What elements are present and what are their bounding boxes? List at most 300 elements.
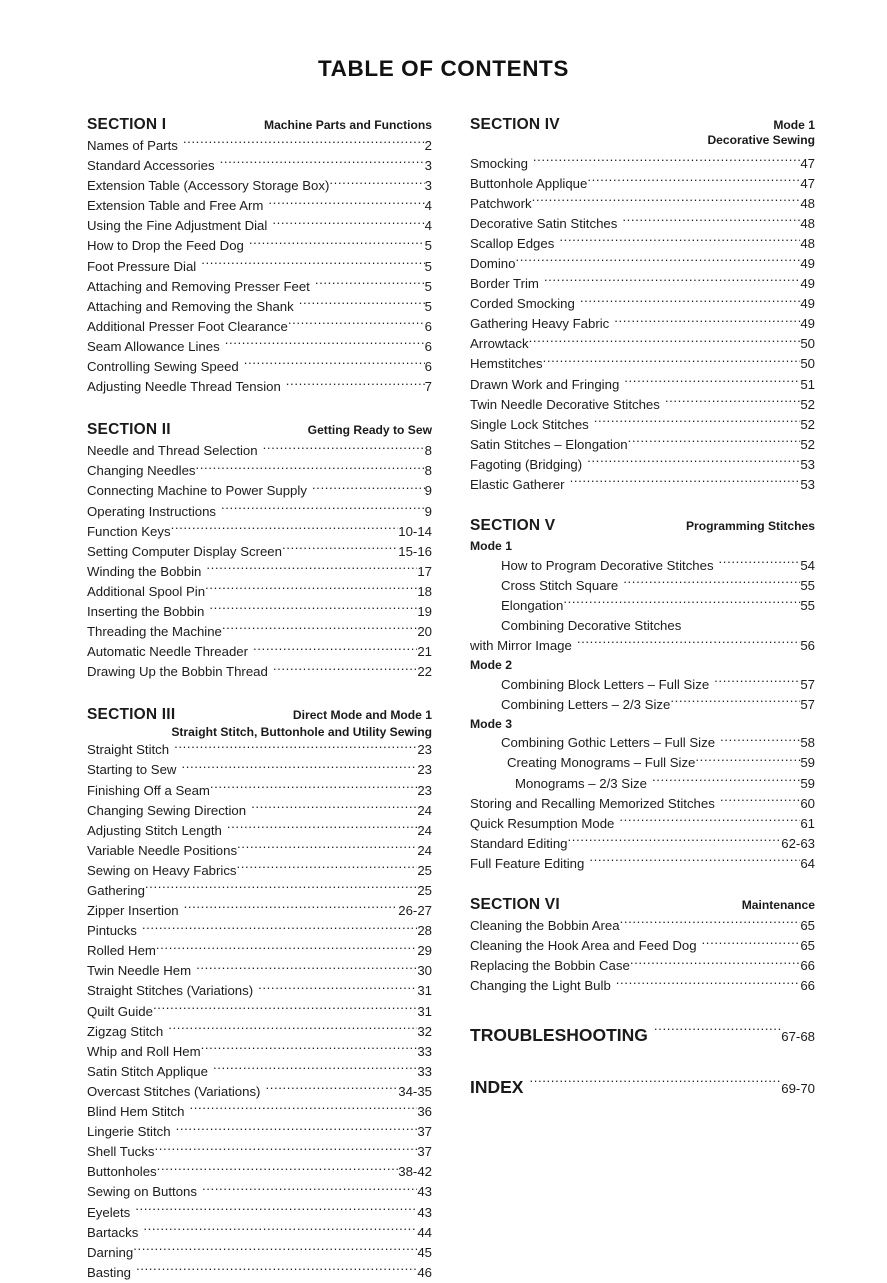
toc-entry-text: Using the Fine Adjustment Dial: [87, 218, 268, 234]
toc-entry-page: 17: [417, 563, 432, 579]
toc-entry-text: Whip and Roll Hem: [87, 1043, 201, 1059]
toc-entry[interactable]: [87, 760, 432, 780]
toc-entry[interactable]: [87, 357, 432, 377]
toc-entry[interactable]: [87, 602, 432, 622]
toc-entry-text: Darning: [87, 1244, 134, 1260]
section-title: SECTION I: [87, 116, 167, 133]
section-header-3: [87, 706, 432, 724]
dot-leader: [183, 137, 425, 150]
section-header-5: [470, 517, 815, 535]
toc-entry-page: 54: [800, 557, 815, 573]
section-title: SECTION II: [87, 421, 171, 439]
toc-entry-page: 57: [800, 696, 815, 712]
toc-entry[interactable]: [87, 1122, 432, 1142]
toc-entry[interactable]: [87, 841, 432, 861]
toc-entry[interactable]: [87, 1223, 432, 1243]
toc-entry-page: 24: [417, 842, 432, 858]
toc-entry-page: 58: [800, 735, 815, 751]
toc-entry-page: 49: [800, 296, 815, 312]
dot-leader: [202, 1183, 417, 1196]
dot-leader: [622, 215, 800, 228]
toc-entry[interactable]: [87, 781, 432, 801]
dot-leader: [620, 917, 801, 930]
toc-entry-text: Straight Stitches (Variations): [87, 983, 254, 999]
toc-entry[interactable]: [87, 1022, 432, 1042]
toc-entry[interactable]: [470, 274, 815, 294]
dot-leader: [171, 522, 399, 535]
dot-leader: [587, 456, 800, 469]
toc-entry[interactable]: [470, 916, 815, 936]
toc-entry-text: Additional Spool Pin: [87, 583, 206, 599]
toc-entry-text: Fagoting (Bridging): [470, 456, 583, 472]
toc-entry-page: 22: [417, 664, 432, 680]
toc-entry-page: 5: [424, 238, 432, 254]
toc-entry-text: Operating Instructions: [87, 503, 217, 519]
toc-entry-text: Bartacks: [87, 1224, 139, 1240]
toc-entry[interactable]: [87, 821, 432, 841]
section-block-4: [470, 116, 815, 495]
toc-entry-page: 24: [417, 802, 432, 818]
dot-leader: [145, 882, 417, 895]
toc-entry[interactable]: [470, 375, 815, 395]
section-entries-4: [470, 154, 815, 496]
toc-entry[interactable]: [87, 941, 432, 961]
toc-entry[interactable]: [87, 542, 432, 562]
toc-entry-page: 36: [417, 1104, 432, 1120]
toc-entry-text: Zigzag Stitch: [87, 1023, 164, 1039]
toc-entry-text: Blind Hem Stitch: [87, 1104, 185, 1120]
toc-entry-text: Setting Computer Display Screen: [87, 543, 282, 559]
dot-leader: [529, 335, 801, 348]
toc-entry[interactable]: [87, 1062, 432, 1082]
toc-entry-text: Twin Needle Hem: [87, 963, 192, 979]
section-entries-1: [87, 136, 432, 397]
toc-entry[interactable]: [87, 1142, 432, 1162]
toc-entry-page: 37: [417, 1124, 432, 1140]
toc-entry-text: Straight Stitch: [87, 742, 170, 758]
toc-entry-page: 64: [800, 855, 815, 871]
toc-entry[interactable]: [470, 596, 815, 616]
toc-entry[interactable]: [470, 834, 815, 854]
toc-entry-text: Connecting Machine to Power Supply: [87, 483, 307, 499]
toc-entry-text: Sewing on Buttons: [87, 1184, 197, 1200]
dot-leader: [282, 543, 398, 556]
toc-entry[interactable]: [87, 297, 432, 317]
dot-leader: [623, 577, 800, 590]
toc-columns: [0, 116, 887, 1283]
dot-leader: [135, 1203, 417, 1216]
toc-entry-page: 52: [800, 436, 815, 452]
toc-entry[interactable]: [470, 154, 815, 174]
section-entries-3: [87, 740, 432, 1283]
toc-entry-text: Zipper Insertion: [87, 903, 179, 919]
toc-entry-text: Additional Presser Foot Clearance: [87, 318, 288, 334]
toc-entry-text: Overcast Stitches (Variations): [87, 1083, 261, 1099]
toc-entry-page: 60: [800, 795, 815, 811]
toc-entry-text: Cleaning the Hook Area and Feed Dog: [470, 938, 697, 954]
toc-entry[interactable]: [87, 881, 432, 901]
dot-leader: [614, 315, 800, 328]
dot-leader: [619, 815, 800, 828]
toc-entry-page: 48: [800, 195, 815, 211]
toc-entry[interactable]: [470, 194, 815, 214]
toc-entry[interactable]: [87, 622, 432, 642]
toc-entry-page: 3: [424, 158, 432, 174]
section-subtitle: Getting Ready to Sew: [307, 423, 432, 438]
toc-entry-text: Border Trim: [470, 276, 539, 292]
toc-entry-troubleshooting[interactable]: [470, 1022, 815, 1050]
section-subtitle-secondary: Straight Stitch, Buttonhole and Utility Sewing: [171, 725, 432, 740]
toc-entry-page: 48: [800, 215, 815, 231]
dot-leader: [153, 1002, 417, 1015]
toc-entry-page: 55: [800, 577, 815, 593]
toc-entry-text: Combining Block Letters – Full Size: [501, 676, 710, 692]
toc-entry[interactable]: [470, 234, 815, 254]
toc-entry-page: 53: [800, 477, 815, 492]
toc-entry[interactable]: [470, 976, 815, 996]
section-title: SECTION III: [87, 706, 176, 724]
toc-entry-text: with Mirror Image: [470, 638, 572, 654]
toc-entry[interactable]: [87, 582, 432, 602]
toc-entry[interactable]: [87, 461, 432, 481]
dot-leader: [695, 754, 800, 767]
toc-entry-page: 24: [417, 822, 432, 838]
toc-entry-text: Satin Stitches – Elongation: [470, 436, 628, 452]
toc-entry[interactable]: [470, 733, 815, 753]
dot-leader: [136, 1264, 417, 1277]
toc-entry-page: 23: [417, 782, 432, 798]
toc-entry[interactable]: [87, 1263, 432, 1283]
toc-entry-text: Needle and Thread Selection: [87, 443, 258, 459]
toc-entry-text: Sewing on Heavy Fabrics: [87, 862, 237, 878]
toc-entry[interactable]: [87, 277, 432, 297]
toc-entry-page: 4: [424, 218, 432, 234]
toc-entry[interactable]: [470, 174, 815, 194]
toc-entry[interactable]: [87, 981, 432, 1001]
section-header-2: [87, 421, 432, 439]
toc-entry-text: Names of Parts: [87, 138, 178, 153]
dot-leader: [616, 977, 801, 990]
toc-entry[interactable]: [87, 801, 432, 821]
toc-entry[interactable]: [87, 176, 432, 196]
dot-leader: [288, 318, 425, 331]
toc-entry-text: Adjusting Stitch Length: [87, 822, 222, 838]
toc-entry[interactable]: [87, 136, 432, 156]
toc-entry[interactable]: [87, 337, 432, 357]
toc-entry-page: 5: [424, 278, 432, 294]
toc-entry-text: Foot Pressure Dial: [87, 258, 197, 274]
toc-entry[interactable]: [470, 774, 815, 794]
toc-entry[interactable]: [87, 1182, 432, 1202]
toc-entry-text: Decorative Satin Stitches: [470, 215, 618, 231]
toc-entry-text: Standard Accessories: [87, 158, 215, 174]
dot-leader: [154, 1143, 417, 1156]
toc-entry-text: Quick Resumption Mode: [470, 815, 615, 831]
toc-entry[interactable]: [470, 854, 815, 874]
toc-entry-text: Combining Letters – 2/3 Size: [501, 696, 671, 712]
toc-entry-text: Satin Stitch Applique: [87, 1063, 208, 1079]
big-entry-spacer: [470, 1050, 815, 1074]
toc-entry[interactable]: [87, 901, 432, 921]
toc-entry-page: 66: [800, 958, 815, 974]
dot-leader: [249, 237, 425, 250]
toc-entry-page: 43: [417, 1204, 432, 1220]
toc-entry[interactable]: [87, 662, 432, 682]
section-subtitle: Programming Stitches: [685, 519, 815, 534]
dot-leader: [258, 982, 417, 995]
toc-entry[interactable]: [470, 936, 815, 956]
toc-entry[interactable]: [87, 522, 432, 542]
toc-entry[interactable]: [470, 294, 815, 314]
section-spacer: [470, 874, 815, 896]
toc-entry-text: Monograms – 2/3 Size: [515, 775, 647, 791]
toc-entry[interactable]: [470, 395, 815, 415]
toc-entry[interactable]: [87, 236, 432, 256]
mode-label-3: Mode 3: [470, 716, 512, 731]
toc-entry[interactable]: [470, 556, 815, 576]
toc-entry-page: 49: [800, 255, 815, 271]
toc-entry[interactable]: [87, 216, 432, 236]
dot-leader: [681, 617, 815, 630]
toc-entry-page: 18: [417, 583, 432, 599]
toc-entry[interactable]: [87, 921, 432, 941]
toc-entry[interactable]: [87, 562, 432, 582]
section-header-4: [470, 116, 815, 148]
toc-entry-text: Twin Needle Decorative Stitches: [470, 396, 660, 412]
toc-entry-text: Combining Decorative Stitches: [501, 617, 682, 633]
toc-entry[interactable]: [470, 314, 815, 334]
toc-entry-page: 65: [800, 918, 815, 934]
toc-entry-page: 59: [800, 755, 815, 771]
section-entries-2: [87, 441, 432, 682]
toc-entry-text: Arrowtack: [470, 336, 529, 352]
dot-leader: [157, 1163, 399, 1176]
toc-entry-text: Automatic Needle Threader: [87, 644, 249, 660]
dot-leader: [563, 597, 800, 610]
toc-entry-page: 9: [424, 503, 432, 519]
toc-entry[interactable]: [470, 415, 815, 435]
dot-leader: [665, 395, 800, 408]
toc-entry[interactable]: [87, 1162, 432, 1182]
toc-column-left: [87, 116, 432, 1283]
toc-entry-text: Threading the Machine: [87, 624, 222, 640]
toc-entry-page: 31: [417, 983, 432, 999]
toc-entry-page: 61: [800, 815, 815, 831]
toc-entry[interactable]: [470, 695, 815, 715]
toc-entry[interactable]: [470, 354, 815, 374]
dot-leader: [244, 358, 425, 371]
section-block-3: [87, 706, 432, 1283]
toc-entry[interactable]: [87, 481, 432, 501]
toc-entry-page: 57: [800, 676, 815, 692]
toc-entry-text: Standard Editing: [470, 835, 568, 851]
dot-leader: [143, 1223, 417, 1236]
dot-leader: [210, 781, 417, 794]
toc-entry[interactable]: [470, 435, 815, 455]
toc-entry-page: 65: [800, 938, 815, 954]
dot-leader: [174, 741, 417, 754]
dot-leader: [184, 902, 399, 915]
section-title: SECTION V: [470, 517, 556, 535]
toc-entry-page: 30: [417, 963, 432, 979]
toc-entry-page: 32: [417, 1023, 432, 1039]
toc-entry-text: How to Drop the Feed Dog: [87, 238, 244, 254]
dot-leader: [220, 157, 425, 170]
dot-leader: [263, 442, 425, 455]
toc-entry[interactable]: [470, 254, 815, 274]
toc-entry-page: 28: [417, 923, 432, 939]
section-spacer: [470, 495, 815, 517]
toc-entry[interactable]: [87, 740, 432, 760]
toc-entry-text: Pintucks: [87, 923, 137, 939]
toc-entry-page: 5: [424, 258, 432, 274]
toc-entry[interactable]: [470, 753, 815, 773]
toc-entry[interactable]: [87, 1102, 432, 1122]
dot-leader: [251, 801, 417, 814]
mode-label-2: Mode 2: [470, 658, 512, 673]
dot-leader: [568, 835, 782, 848]
toc-entry-text: Rolled Hem: [87, 943, 156, 959]
toc-entry-page: 6: [424, 318, 432, 334]
toc-entry[interactable]: [87, 961, 432, 981]
toc-entry[interactable]: [87, 196, 432, 216]
section-header-6: [470, 896, 815, 914]
toc-entry-text: Full Feature Editing: [470, 855, 585, 871]
dot-leader: [515, 255, 800, 268]
toc-entry[interactable]: [87, 1082, 432, 1102]
dot-leader: [265, 1083, 398, 1096]
toc-entry[interactable]: [87, 1002, 432, 1022]
dot-leader: [580, 295, 801, 308]
dot-leader: [594, 416, 801, 429]
toc-entry[interactable]: [87, 441, 432, 461]
toc-entry-text: Patchwork: [470, 195, 532, 211]
toc-entry[interactable]: [87, 1203, 432, 1223]
toc-entry-page: 9: [424, 483, 432, 499]
toc-entry-text: Inserting the Bobbin: [87, 603, 205, 619]
toc-entry[interactable]: [87, 317, 432, 337]
toc-entry-text: Controlling Sewing Speed: [87, 359, 239, 375]
toc-entry-page: 26-27: [398, 903, 432, 919]
dot-leader: [532, 195, 801, 208]
toc-entry-text: Attaching and Removing Presser Feet: [87, 278, 310, 294]
toc-entry-text: Lingerie Stitch: [87, 1124, 171, 1140]
toc-entry-page: 23: [417, 762, 432, 778]
dot-leader: [196, 962, 417, 975]
toc-entry[interactable]: [87, 377, 432, 397]
dot-leader: [299, 298, 425, 311]
toc-entry[interactable]: [470, 214, 815, 234]
dot-leader: [237, 862, 418, 875]
toc-entry-text: Single Lock Stitches: [470, 416, 589, 432]
toc-entry-text: TROUBLESHOOTING: [470, 1025, 648, 1046]
toc-entry[interactable]: [470, 636, 815, 656]
toc-entry-text: Gathering Heavy Fabric: [470, 316, 610, 332]
toc-entry[interactable]: [87, 861, 432, 881]
section-subtitle: Machine Parts and Functions: [264, 118, 432, 132]
dot-leader: [624, 375, 800, 388]
dot-leader: [529, 1076, 781, 1094]
toc-entry[interactable]: [87, 156, 432, 176]
toc-entry-page: 55: [800, 597, 815, 613]
toc-entry-page: 25: [417, 883, 432, 898]
toc-entry-text: Domino: [470, 255, 516, 271]
dot-leader: [543, 355, 801, 368]
toc-entry-page: 49: [800, 316, 815, 332]
toc-entry[interactable]: [470, 334, 815, 354]
toc-entry-text: Corded Smocking: [470, 296, 575, 312]
toc-entry-index[interactable]: [470, 1074, 815, 1102]
toc-entry-text: Smocking: [470, 155, 528, 171]
toc-entry-page: 59: [800, 775, 815, 791]
toc-entry[interactable]: [470, 794, 815, 814]
section-entries-6: [470, 916, 815, 996]
dot-leader: [570, 476, 801, 489]
dot-leader: [628, 436, 801, 449]
toc-entry-page: 6: [424, 359, 432, 375]
toc-entry-page: 66: [800, 978, 815, 994]
toc-entry[interactable]: [87, 1243, 432, 1263]
toc-entry[interactable]: [470, 616, 815, 636]
section-block-5: [470, 517, 815, 874]
toc-entry[interactable]: [87, 642, 432, 662]
toc-entry[interactable]: [470, 475, 815, 495]
toc-entry[interactable]: [87, 502, 432, 522]
toc-entry-text: Gathering: [87, 883, 145, 898]
dot-leader: [168, 1022, 417, 1035]
toc-entry-text: Finishing Off a Seam: [87, 782, 210, 798]
toc-entry-text: Storing and Recalling Memorized Stitches: [470, 795, 715, 811]
toc-entry[interactable]: [87, 1042, 432, 1062]
toc-entry[interactable]: [87, 257, 432, 277]
toc-entry-page: 25: [417, 862, 432, 878]
dot-leader: [206, 563, 417, 576]
dot-leader: [176, 1123, 418, 1136]
dot-leader: [189, 1103, 417, 1116]
toc-entry-page: 19: [417, 603, 432, 619]
toc-entry-text: Starting to Sew: [87, 762, 177, 778]
toc-entry-page: 8: [424, 463, 432, 479]
toc-entry-page: 69-70: [781, 1081, 815, 1097]
toc-entry[interactable]: [470, 956, 815, 976]
dot-leader: [133, 1244, 417, 1257]
toc-entry[interactable]: [470, 455, 815, 475]
toc-entry[interactable]: [470, 814, 815, 834]
dot-leader: [544, 275, 800, 288]
toc-entry[interactable]: [470, 675, 815, 695]
section-block-1: [87, 116, 432, 397]
toc-entry-page: 10-14: [398, 523, 432, 539]
dot-leader: [702, 937, 801, 950]
dot-leader: [315, 277, 425, 290]
toc-entry-page: 47: [800, 155, 815, 171]
dot-leader: [181, 761, 417, 774]
toc-entry-page: 15-16: [398, 543, 432, 559]
toc-entry-text: INDEX: [470, 1077, 524, 1098]
toc-entry-page: 3: [424, 178, 432, 194]
toc-entry-text: Shell Tucks: [87, 1144, 155, 1160]
section-subtitle: Direct Mode and Mode 1: [292, 708, 432, 723]
toc-entry[interactable]: [470, 576, 815, 596]
dot-leader: [577, 637, 800, 650]
section-block-6: [470, 896, 815, 996]
dot-leader: [329, 177, 424, 190]
toc-entry-page: 7: [424, 379, 432, 395]
section-subtitle-line1: Mode 1: [773, 118, 815, 132]
toc-entry-page: 53: [800, 456, 815, 472]
toc-entry-page: 33: [417, 1043, 432, 1059]
toc-entry-text: Elastic Gatherer: [470, 477, 565, 492]
